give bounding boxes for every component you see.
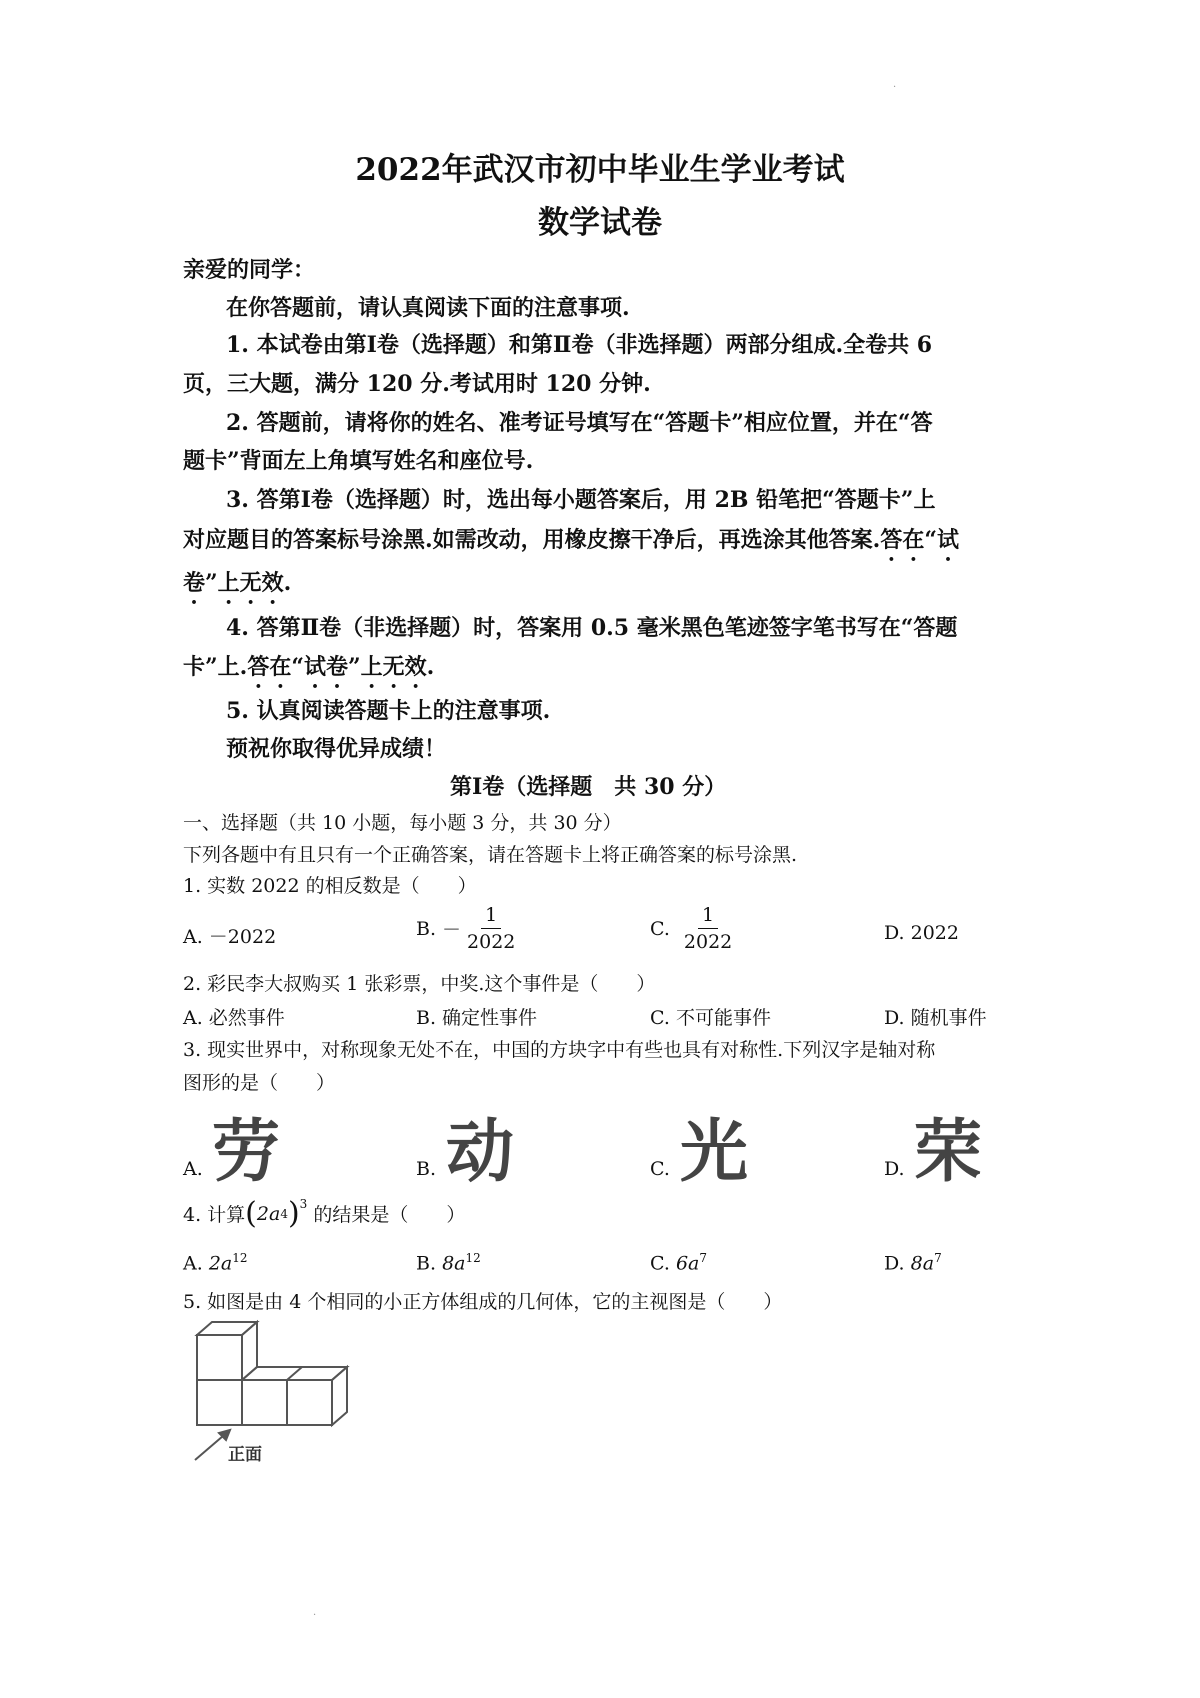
notice-item-3-emphasis-end: 卷”上无效. xyxy=(183,570,292,596)
question-4-option-a xyxy=(183,1251,248,1274)
option-exponent: 12 xyxy=(465,1251,481,1265)
open-paren: ( xyxy=(245,1196,257,1231)
notice-item-4-text: 卡”上. xyxy=(183,654,248,680)
question-1-option-b-fraction xyxy=(467,902,515,955)
question-4-stem-suffix: 的结果是（ ） xyxy=(313,1204,466,1226)
question-1-option-d: D. 2022 xyxy=(884,922,959,944)
option-term: 8a xyxy=(442,1252,466,1275)
part-heading: 一、选择题（共 10 小题，每小题 3 分，共 30 分） xyxy=(183,812,622,834)
question-5-cube-figure xyxy=(190,1318,360,1478)
greeting: 亲爱的同学： xyxy=(183,257,316,283)
question-1-option-c-fraction xyxy=(684,902,732,955)
notice-item-4-line-2 xyxy=(183,650,434,693)
cube-top-front xyxy=(197,1335,242,1380)
question-4-stem-prefix: 4. 计算 xyxy=(183,1204,246,1226)
notice-item-1-line-2: 页，三大题，满分 120 分.考试用时 120 分钟. xyxy=(183,371,651,397)
question-1-option-b xyxy=(416,902,515,955)
fraction-denominator: 2022 xyxy=(683,931,733,953)
question-3-option-c-label: C. xyxy=(650,1158,670,1180)
question-2-option-a: A. 必然事件 xyxy=(183,1007,285,1029)
notice-item-4-emphasis: 答在“试卷”上无效. xyxy=(247,654,435,680)
cube-bottom-1 xyxy=(197,1380,242,1425)
scan-speck: · xyxy=(893,82,897,93)
option-exponent: 7 xyxy=(699,1251,708,1265)
notice-item-3-emphasis: 答在“试 xyxy=(880,527,959,553)
notice-wish: 预祝你取得优异成绩！ xyxy=(226,736,447,762)
question-5-figure-label: 正面 xyxy=(228,1445,262,1465)
question-3-option-b-label: B. xyxy=(416,1158,437,1180)
question-5-stem: 5. 如图是由 4 个相同的小正方体组成的几何体，它的主视图是（ ） xyxy=(183,1291,783,1313)
question-3-option-c-glyph: 光 xyxy=(680,1113,749,1192)
notice-item-1-line-1: 1. 本试卷由第Ⅰ卷（选择题）和第Ⅱ卷（非选择题）两部分组成.全卷共 6 xyxy=(226,332,933,358)
question-4-base: 2a xyxy=(256,1202,281,1225)
question-1-option-a: A. －2022 xyxy=(183,926,277,948)
section-heading: 第Ⅰ卷（选择题 共 30 分） xyxy=(450,774,727,800)
option-label: B. xyxy=(416,1252,437,1275)
question-3-stem-line-1: 3. 现实世界中，对称现象无处不在，中国的方块字中有些也具有对称性.下列汉字是轴对称 xyxy=(183,1039,936,1061)
option-label: D. xyxy=(884,1252,905,1275)
question-2-option-b: B. 确定性事件 xyxy=(416,1007,538,1029)
question-3-option-a-label: A. xyxy=(183,1158,203,1180)
notice-item-3-line-2 xyxy=(183,523,959,566)
question-4-outer-exponent: 3 xyxy=(299,1196,308,1211)
question-1-option-c xyxy=(650,902,732,955)
exam-subtitle: 数学试卷 xyxy=(538,205,662,241)
option-term: 2a xyxy=(208,1252,233,1275)
option-exponent: 12 xyxy=(232,1251,248,1265)
question-4-inner-exponent: 4 xyxy=(280,1206,288,1221)
option-term: 8a xyxy=(910,1252,935,1275)
notice-item-5: 5. 认真阅读答题卡上的注意事项. xyxy=(226,698,551,724)
question-2-option-d: D. 随机事件 xyxy=(884,1007,987,1029)
question-4-option-c xyxy=(650,1251,707,1274)
fraction-numerator: 1 xyxy=(698,902,718,929)
notice-item-4-line-1: 4. 答第Ⅱ卷（非选择题）时，答案用 0.5 毫米黑色笔迹签字笔书写在“答题 xyxy=(226,615,958,641)
option-label: C. xyxy=(650,1252,670,1275)
question-1-stem: 1. 实数 2022 的相反数是（ ） xyxy=(183,875,477,897)
question-2-option-c: C. 不可能事件 xyxy=(650,1007,771,1029)
option-label: A. xyxy=(183,1252,203,1275)
question-3-option-d-glyph: 荣 xyxy=(914,1113,983,1192)
notice-item-3-text: 对应题目的答案标号涂黑.如需改动，用橡皮擦干净后，再选涂其他答案. xyxy=(183,527,881,553)
notice-item-2-line-2: 题卡”背面左上角填写姓名和座位号. xyxy=(183,448,534,474)
question-3-stem-line-2: 图形的是（ ） xyxy=(183,1072,336,1094)
notice-item-3-line-3 xyxy=(183,566,291,609)
question-4-option-d xyxy=(884,1251,942,1274)
question-1-option-b-sign: － xyxy=(442,919,462,941)
fraction-denominator: 2022 xyxy=(467,931,516,953)
cube-top-side xyxy=(242,1322,257,1380)
cube-bottom-side xyxy=(332,1367,347,1425)
question-1-option-c-label: C. xyxy=(650,917,670,940)
close-paren: ) xyxy=(287,1196,300,1231)
question-1-option-b-label: B. xyxy=(416,917,437,940)
question-3-option-b-glyph: 动 xyxy=(446,1113,515,1192)
question-3-option-d-label: D. xyxy=(884,1158,905,1180)
cube-bottom-3 xyxy=(287,1380,332,1425)
question-4-option-b xyxy=(416,1251,481,1274)
option-exponent: 7 xyxy=(934,1251,942,1265)
question-4-stem xyxy=(183,1196,465,1231)
question-2-stem: 2. 彩民李大叔购买 1 张彩票，中奖.这个事件是（ ） xyxy=(183,973,656,995)
scan-speck: · xyxy=(313,1610,317,1621)
notice-item-2-line-1: 2. 答题前，请将你的姓名、准考证号填写在“答题卡”相应位置，并在“答 xyxy=(226,410,933,436)
part-instruction: 下列各题中有且只有一个正确答案，请在答题卡上将正确答案的标号涂黑. xyxy=(183,844,798,866)
fraction-numerator: 1 xyxy=(481,902,501,929)
cube-bottom-2 xyxy=(242,1380,287,1425)
question-3-option-a-glyph: 劳 xyxy=(212,1113,281,1192)
notice-intro: 在你答题前，请认真阅读下面的注意事项. xyxy=(226,295,630,321)
exam-title: 2022年武汉市初中毕业生学业考试 xyxy=(355,152,845,188)
notice-item-3-line-1: 3. 答第Ⅰ卷（选择题）时，选出每小题答案后，用 2B 铅笔把“答题卡”上 xyxy=(226,487,936,513)
option-term: 6a xyxy=(675,1252,700,1275)
